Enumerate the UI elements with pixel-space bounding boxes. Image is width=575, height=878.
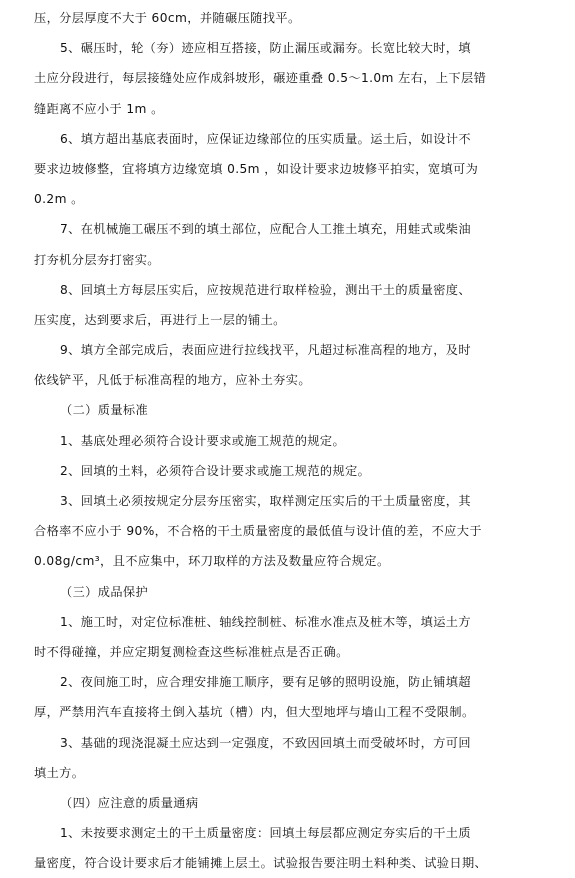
document-page [0,3,575,871]
text-line: 时不得碰撞，并应定期复测检查这些标准桩点是否正确。 [34,644,349,659]
text-line: 依线铲平，凡低于标准高程的地方，应补土夯实。 [34,373,311,388]
text-line: 要求边坡修整，宜将填方边缘宽填 0.5m ，如设计要求边坡修平拍实，宽填可为 [34,161,479,176]
text-line: 1、施工时，对定位标准桩、轴线控制桩、标准水准点及桩木等，填运土方 [60,614,471,629]
text-line: 9、填方全部完成后，表面应进行拉线找平，凡超过标准高程的地方，及时 [60,343,471,358]
text-line: 3、基础的现浇混凝土应达到一定强度，不致因回填土而受破坏时，方可回 [60,735,471,750]
text-line: 5、碾压时，轮（夯）迹应相互搭接，防止漏压或漏夯。长宽比较大时，填 [60,41,471,56]
text-line: 2、回填的土料，必须符合设计要求或施工规范的规定。 [60,463,371,478]
section-heading-common-quality-defects: （四）应注意的质量通病 [60,795,199,810]
section-heading-product-protection: （三）成品保护 [60,584,149,599]
text-line: 7、在机械施工碾压不到的填土部位，应配合人工推土填充，用蛙式或柴油 [60,222,471,237]
text-line: 打夯机分层夯打密实。 [34,252,160,267]
text-line: 厚，严禁用汽车直接将土倒入基坑（槽）内，但大型地坪与墙山工程不受限制。 [34,705,475,720]
text-line: 土应分段进行，每层接缝处应作成斜坡形，碾迹重叠 0.5～1.0m 左右，上下层错 [34,71,487,86]
text-line: 量密度，符合设计要求后才能铺摊上层土。试验报告要注明土料种类、试验日期、 [34,856,488,871]
text-line: 压实度，达到要求后，再进行上一层的铺土。 [34,312,286,327]
text-line: 0.08g/cm³，且不应集中，环刀取样的方法及数量应符合规定。 [34,554,390,569]
text-line: 合格率不应小于 90%，不合格的干土质量密度的最低值与设计值的差，不应大于 [34,524,482,539]
section-heading-quality-standard: （二）质量标准 [60,403,149,418]
text-line: 1、未按要求测定土的干土质量密度：回填土每层都应测定夯实后的干土质 [60,826,471,841]
text-line: 3、回填土必须按规定分层夯压密实，取样测定压实后的干土质量密度，其 [60,494,471,508]
text-line: 缝距离不应小于 1m 。 [34,101,164,116]
text-line: 8、回填土方每层压实后，应按规范进行取样检验，测出干土的质量密度、 [60,282,471,297]
text-line: 0.2m 。 [34,192,84,207]
text-line: 填土方。 [34,765,85,780]
text-line: 压，分层厚度不大于 60cm，并随碾压随找平。 [34,11,301,25]
text-line: 2、夜间施工时，应合理安排施工顺序，要有足够的照明设施，防止铺填超 [60,675,471,690]
text-line: 6、填方超出基底表面时，应保证边缘部位的压实质量。运土后，如设计不 [60,131,471,146]
text-line: 1、基底处理必须符合设计要求或施工规范的规定。 [60,433,346,448]
